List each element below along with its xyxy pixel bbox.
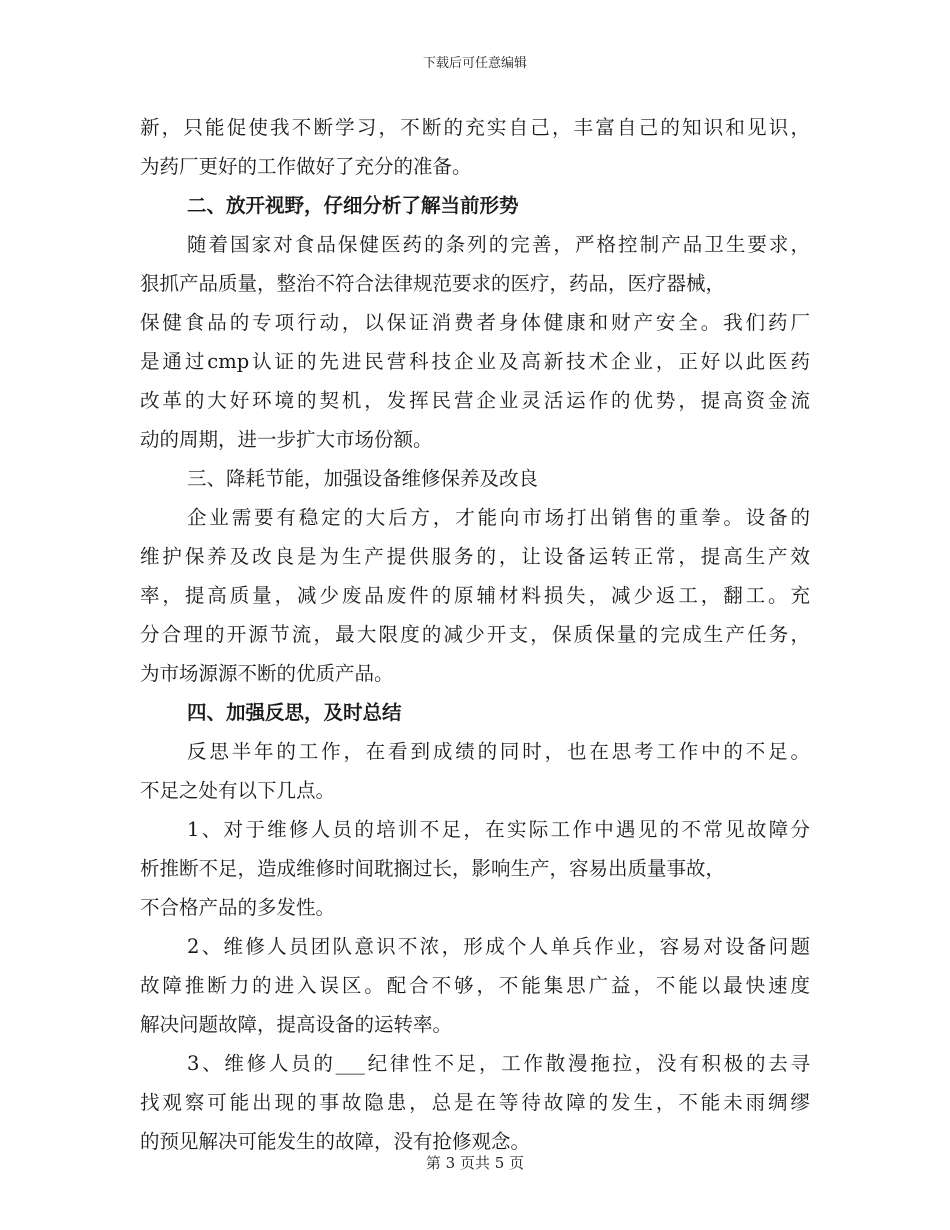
text-line: 1、对于维修人员的培训不足，在实际工作中遇见的不常见故障分: [187, 818, 810, 841]
text-line: 企业需要有稳定的大后方，才能向市场打出销售的重拳。设备的: [187, 506, 810, 529]
text-line: 三、降耗节能，加强设备维修保养及改良: [187, 467, 539, 490]
text-line: 维护保养及改良是为生产提供服务的，让设备运转正常，提高生产效: [140, 545, 810, 568]
text-line: 析推断不足，造成维修时间耽搁过长，影响生产，容易出质量事故，: [140, 857, 726, 880]
text-line: 故障推断力的进入误区。配合不够，不能集思广益，不能以最快速度: [140, 974, 810, 997]
section-heading: 二、放开视野，仔细分析了解当前形势: [187, 194, 519, 217]
text-line: 随着国家对食品保健医药的条列的完善，严格控制产品卫生要求，: [187, 233, 810, 256]
text-line: 改革的大好环境的契机，发挥民营企业灵活运作的优势，提高资金流: [140, 389, 810, 412]
section-heading: 四、加强反思，及时总结: [187, 701, 402, 724]
text-line: 找观察可能出现的事故隐患，总是在等待故障的发生，不能未雨绸缪: [140, 1091, 810, 1114]
text-line: 分合理的开源节流，最大限度的减少开支，保质保量的完成生产任务，: [140, 623, 810, 646]
text-line: 不合格产品的多发性。: [140, 896, 336, 919]
page-footer: 第 3 页共 5 页: [425, 1154, 525, 1172]
text-line: 为药厂更好的工作做好了充分的准备。: [140, 155, 472, 178]
text-line: 2、维修人员团队意识不浓，形成个人单兵作业，容易对设备问题: [187, 935, 810, 958]
text-line: 动的周期，进一步扩大市场份额。: [140, 428, 433, 451]
text-line: 不足之处有以下几点。: [140, 779, 336, 802]
document-body: [140, 108, 810, 1161]
text-line: 反思半年的工作，在看到成绩的同时，也在思考工作中的不足。: [187, 740, 810, 763]
text-line: 是通过cmp认证的先进民营科技企业及高新技术企业，正好以此医药: [140, 350, 810, 373]
text-line: 3、维修人员的___纪律性不足，工作散漫拖拉，没有积极的去寻: [187, 1052, 810, 1075]
text-line: 为市场源源不断的优质产品。: [140, 662, 394, 685]
text-line: 解决问题故障，提高设备的运转率。: [140, 1013, 453, 1036]
text-line: 保健食品的专项行动，以保证消费者身体健康和财产安全。我们药厂: [140, 311, 810, 334]
text-line: 新，只能促使我不断学习，不断的充实自己，丰富自己的知识和见识，: [140, 116, 810, 139]
text-line: 狠抓产品质量，整治不符合法律规范要求的医疗，药品，医疗器械，: [140, 272, 726, 295]
text-line: 的预见解决可能发生的故障，没有抢修观念。: [140, 1130, 531, 1153]
page-header: 下载后可任意编辑: [422, 56, 527, 71]
text-line: 率，提高质量，减少废品废件的原辅材料损失，减少返工，翻工。充: [140, 584, 810, 607]
